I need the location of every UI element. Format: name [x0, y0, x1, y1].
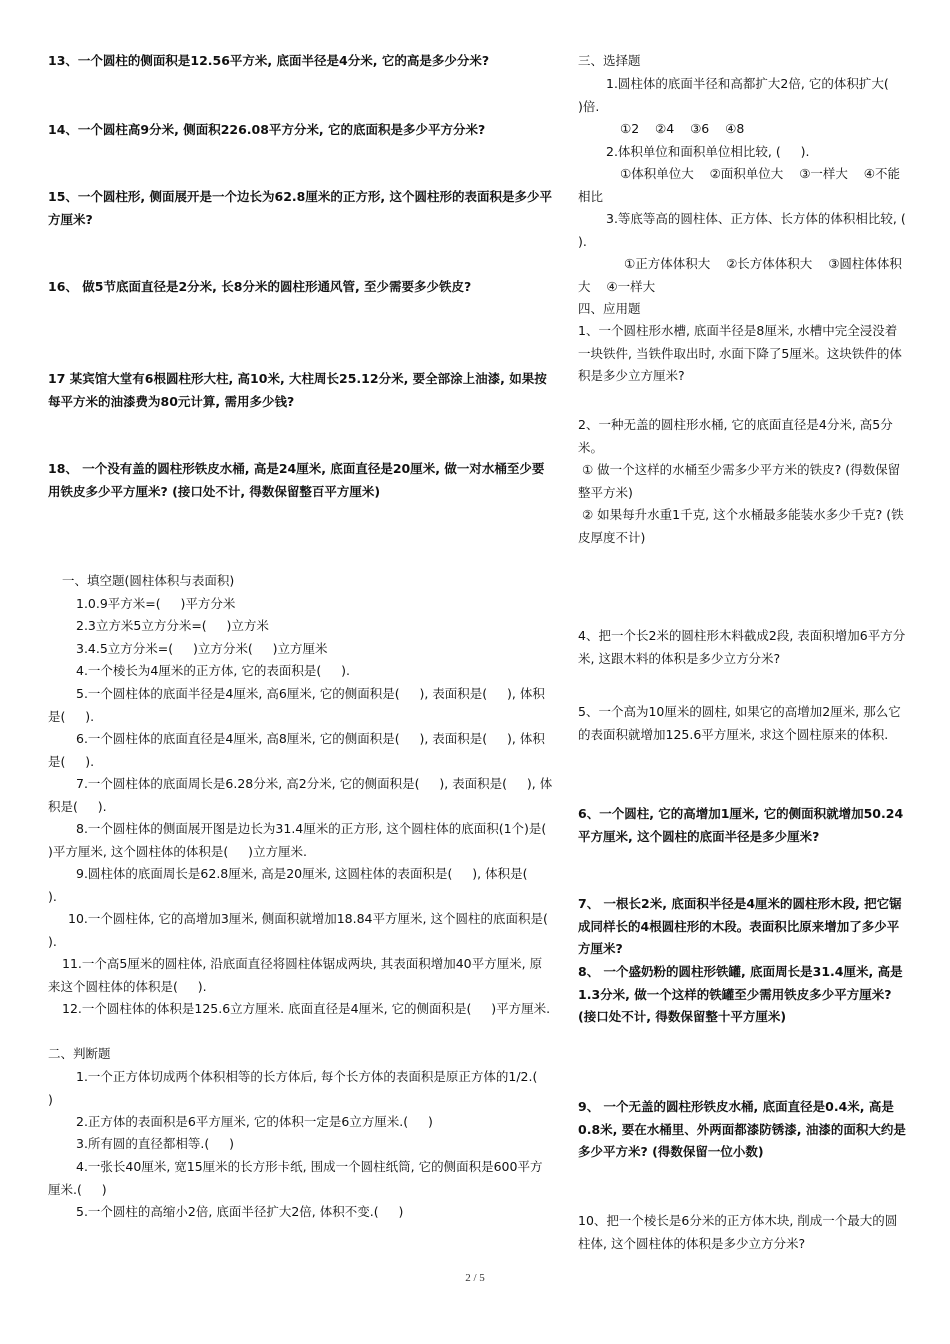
apply-q2-part1: ① 做一个这样的水桶至少需多少平方米的铁皮? (得数保留整平方米) — [578, 462, 901, 500]
choice-q2-options: ①体积单位大 ②面积单位大 ③一样大 ④不能相比 — [578, 166, 901, 204]
judge-section-title: 二、判断题 — [48, 1046, 111, 1061]
fill-item-11: 11.一个高5厘米的圆柱体, 沿底面直径将圆柱体锯成两块, 其表面积增加40平方厘米, 原来这个圆柱体的体积是( ). — [48, 956, 543, 994]
apply-q7: 7、 一根长2米, 底面积半径是4厘米的圆柱形木段, 把它锯成同样长的4根圆柱形的木段。表面积比原来增加了多少平方厘米? — [578, 896, 902, 956]
judge-item-3: 3.所有圆的直径都相等.( ) — [76, 1136, 235, 1151]
fill-item-6: 6.一个圆柱体的底面直径是4厘米, 高8厘米, 它的侧面积是( ), 表面积是( ), 体积是( ). — [48, 731, 545, 769]
choice-q3-options: ①正方体体积大 ②长方体体积大 ③圆柱体体积大 ④一样大 — [578, 256, 902, 294]
fill-item-7: 7.一个圆柱体的底面周长是6.28分米, 高2分米, 它的侧面积是( ), 表面积是( ), 体积是( ). — [48, 776, 553, 814]
choice-q1-options: ①2 ②4 ③6 ④8 — [620, 121, 745, 136]
apply-q2-part2: ② 如果每升水重1千克, 这个水桶最多能装水多少千克? (铁皮厚度不计) — [578, 507, 904, 545]
choice-q3: 3.等底等高的圆柱体、正方体、长方体的体积相比较, ( ). — [578, 211, 926, 249]
question-15: 15、一个圆柱形, 侧面展开是一个边长为62.8厘米的正方形, 这个圆柱形的表面积是多少平方厘米? — [48, 189, 552, 227]
apply-q8: 8、 一个盛奶粉的圆柱形铁罐, 底面周长是31.4厘米, 高是1.3分米, 做一个这样的铁罐至少需用铁皮多少平方厘米? (接口处不计, 得数保留整十平方厘米) — [578, 964, 903, 1024]
question-16: 16、 做5节底面直径是2分米, 长8分米的圆柱形通风管, 至少需要多少铁皮? — [48, 279, 472, 294]
fill-item-10: 10.一个圆柱体, 它的高增加3厘米, 侧面积就增加18.84平方厘米, 这个圆柱的底面积是( ). — [48, 911, 568, 949]
fill-item-9: 9.圆柱体的底面周长是62.8厘米, 高是20厘米, 这圆柱体的表面积是( ), 体积是( ). — [48, 866, 548, 904]
choice-q2: 2.体积单位和面积单位相比较, ( ). — [606, 144, 810, 159]
apply-q2: 2、一种无盖的圆柱形水桶, 它的底面直径是4分米, 高5分米。 — [578, 417, 893, 455]
choice-q1: 1.圆柱体的底面半径和高都扩大2倍, 它的体积扩大( )倍. — [578, 76, 909, 114]
apply-q9: 9、 一个无盖的圆柱形铁皮水桶, 底面直径是0.4米, 高是0.8米, 要在水桶里、外两面都漆防锈漆, 油漆的面积大约是多少平方米? (得数保留一位小数) — [578, 1099, 906, 1159]
fill-item-12: 12.一个圆柱体的体积是125.6立方厘米. 底面直径是4厘米, 它的侧面积是( )平方厘米. — [62, 1001, 551, 1016]
apply-q4: 4、把一个长2米的圆柱形木料截成2段, 表面积增加6平方分米, 这跟木料的体积是多少立方分米? — [578, 628, 906, 666]
fill-section-title: 一、填空题(圆柱体积与表面积) — [62, 573, 235, 588]
judge-item-4: 4.一张长40厘米, 宽15厘米的长方形卡纸, 围成一个圆柱纸筒, 它的侧面积是600平方厘米.( ) — [48, 1159, 543, 1197]
fill-item-8: 8.一个圆柱体的侧面展开图是边长为31.4厘米的正方形, 这个圆柱体的底面积(1个)是( )平方厘米, 这个圆柱体的体积是( )立方厘米. — [48, 821, 567, 859]
question-18: 18、 一个没有盖的圆柱形铁皮水桶, 高是24厘米, 底面直径是20厘米, 做一对水桶至少要用铁皮多少平方厘米? (接口处不计, 得数保留整百平方厘米) — [48, 461, 545, 499]
apply-section-title: 四、应用题 — [578, 301, 641, 316]
fill-item-1: 1.0.9平方米=( )平方分米 — [76, 596, 236, 611]
choice-section-title: 三、选择题 — [578, 53, 641, 68]
apply-q10: 10、把一个棱长是6分米的正方体木块, 削成一个最大的圆柱体, 这个圆柱体的体积是多少立方分米? — [578, 1213, 898, 1251]
question-17: 17 某宾馆大堂有6根圆柱形大柱, 高10米, 大柱周长25.12分米, 要全部涂上油漆, 如果按每平方米的油漆费为80元计算, 需用多少钱? — [48, 371, 547, 409]
apply-q1: 1、一个圆柱形水槽, 底面半径是8厘米, 水槽中完全浸没着一块铁件, 当铁件取出时, 水面下降了5厘米。这块铁件的体积是多少立方厘米? — [578, 323, 902, 383]
judge-item-2: 2.正方体的表面积是6平方厘米, 它的体积一定是6立方厘米.( ) — [76, 1114, 433, 1129]
page-number: 2 / 5 — [465, 1272, 485, 1284]
fill-item-3: 3.4.5立方分米=( )立方分米( )立方厘米 — [76, 641, 328, 656]
fill-item-5: 5.一个圆柱体的底面半径是4厘米, 高6厘米, 它的侧面积是( ), 表面积是( ), 体积是( ). — [48, 686, 545, 724]
question-13: 13、一个圆柱的侧面积是12.56平方米, 底面半径是4分米, 它的高是多少分米? — [48, 53, 490, 68]
apply-q5: 5、一个高为10厘米的圆柱, 如果它的高增加2厘米, 那么它的表面积就增加125.6平方厘米, 求这个圆柱原来的体积. — [578, 704, 901, 742]
fill-item-2: 2.3立方米5立方分米=( )立方米 — [76, 618, 269, 633]
judge-item-5: 5.一个圆柱的高缩小2倍, 底面半径扩大2倍, 体积不变.( ) — [76, 1204, 404, 1219]
judge-item-1: 1.一个正方体切成两个体积相等的长方体后, 每个长方体的表面积是原正方体的1/2.( ) — [48, 1069, 558, 1107]
apply-q6: 6、一个圆柱, 它的高增加1厘米, 它的侧面积就增加50.24平方厘米, 这个圆柱的底面半径是多少厘米? — [578, 806, 904, 844]
fill-item-4: 4.一个棱长为4厘米的正方体, 它的表面积是( ). — [76, 663, 350, 678]
question-14: 14、一个圆柱高9分米, 侧面积226.08平方分米, 它的底面积是多少平方分米? — [48, 122, 486, 137]
